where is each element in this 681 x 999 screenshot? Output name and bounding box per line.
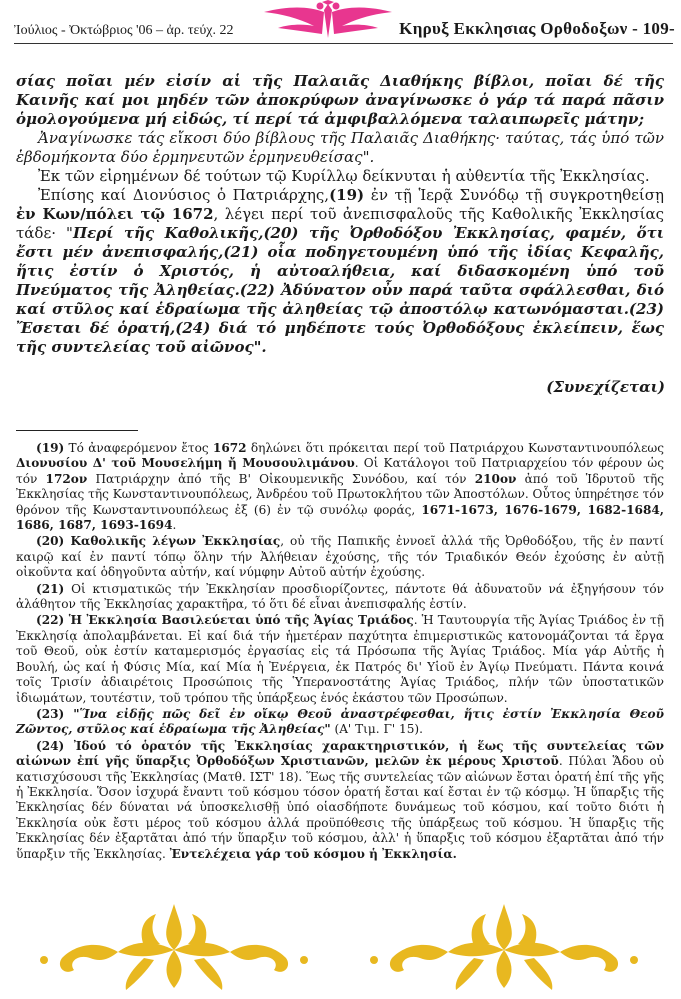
footnote-23 <box>16 707 664 738</box>
fn19-k: 1671-1673, 1676-1679, 1682-1684, 1686, 1687, 1693-1694 <box>16 502 664 533</box>
footnote-24 <box>16 739 664 862</box>
fn19-i: 210ον <box>474 471 517 486</box>
footnotes <box>16 441 664 863</box>
journal-title-page-number: Κηρυξ Εκκλησιας Ορθοδοξων - 109- <box>399 19 675 38</box>
header-divider <box>14 43 673 44</box>
fn21-a: (21) <box>36 581 65 596</box>
fn19-a: (19) <box>36 441 65 455</box>
fn23-c: (Α' Τιμ. Γ' 15). <box>330 722 423 737</box>
p4-s2: (19) <box>329 186 365 204</box>
fn24-a: (24) <box>36 738 74 753</box>
p4-s4: ἐν Κων/πόλει τῷ 1672 <box>16 205 214 223</box>
footnote-divider <box>16 430 138 431</box>
fn22-b: . Ἡ Ταυτουργία τῆς Ἁγίας Τριάδος ἐν τῇ Ἐκκλησίᾳ ἀπολαμβάνεται. Εἰ καί διά τήν ἡμετέραν παχύτητα ἐπιμεριστικῶς κατονομάζονται τά ἔργα τοῦ Θεοῦ, οὐκ ἐστίν καταμερισμός ἐργασίας εἰς τά Πρόσωπα τῆς Ἁγίας Τριάδος. Μία γάρ Αὐτῆς ἡ Βουλή, ὡς καί ἡ Φύσις Μία, καί Μία ἡ Ἐνέργεια, ἐκ Πατρός δι' Υἱοῦ ἐν Ἁγίῳ Πνεύματι. Πάντα κοινά τοῖς Τρισίν ἀδιαιρέτοις Προσώποις τῆς Ὑπερανοστάτης Ἁγίας Τριάδος, πλήν τῶν ὑποστατικῶν ἰδιωμάτων, τουτέστιν, τοῦ τρόπου τῆς ὑπάρξεως ἑνός ἑκάστου τῶν Προσώπων. <box>16 613 664 705</box>
footnote-21 <box>16 582 664 613</box>
fn24-b: Ἰδού τό ὁρατόν τῆς Ἐκκλησίας χαρακτηριστικόν, ἡ ἕως τῆς συντελείας τῶν αἰώνων ἐπί γῆς ὕπαρξις Ὀρθοδόξων Χριστιανῶν, μελῶν ἐκ μέρους Χριστοῦ <box>16 738 664 769</box>
footnote-22 <box>16 613 664 705</box>
fn19-h: Πατριάρχην ἀπό τῆς Β' Οἰκουμενικῆς Συνόδου, καί τόν <box>87 471 475 486</box>
fn19-e: Διονυσίου Δ' τοῦ Μουσελήμη ἤ Μουσουλιμάνου <box>16 456 355 471</box>
p4-s5: , λέγει περί τοῦ ἀνεπισφαλοῦς τῆς Καθολικῆς Ἐκκλησίας τάδε· " <box>16 205 664 242</box>
floral-ornament-icon <box>34 900 314 992</box>
floral-ornament-icon <box>364 900 644 992</box>
fn21-b: Οἱ κτισματικῶς τήν Ἐκκλησίαν προσδιορίζοντες, πάντοτε θά ἀδυνατοῦν νά ἐξηγήσουν τόν ἀλάθητον τῆς Ἐκκλησίας χαρακτῆρα, τό ὅτι δέ εἶναι ἀνεπισφαλής ἐστίν. <box>16 581 664 612</box>
paragraph-4 <box>16 186 664 357</box>
continued-note: (Συνεχίζεται) <box>546 378 665 396</box>
p4-s1: Ἐπίσης καί Διονύσιος ὁ Πατριάρχης, <box>38 186 330 204</box>
p4-s6: Περί τῆς Καθολικῆς,(20) τῆς Ὀρθοδόξου Ἐκκλησίας, φαμέν, ὅτι ἔστι μέν ἀνεπισφαλής,(21) οἷα ποδηγετουμένη ὑπό τῆς ἰδίας Κεφαλῆς, ἥτις ἐστίν ὁ Χριστός, ἡ αὐτοαλήθεια, καί διδασκομένη ὑπό τοῦ Πνεύματος τῆς Ἀληθείας.(22) Ἀδύνατον οὖν παρά ταῦτα σφάλλεσθαι, διό καί στῦλος καί ἑδραίωμα τῆς ἀληθείας τῷ ἀποστόλῳ κατωνόμασται.(23) Ἔσεται δέ ὁρατή,(24) διά τό μηδέποτε τούς Ὀρθοδόξους ἐκλείπειν, ἕως τῆς συντελείας τοῦ αἰῶνος". <box>16 224 664 356</box>
footnote-20 <box>16 534 664 580</box>
issue-info: Ἰούλιος - Ὀκτώβριος '06 – ἀρ. τεύχ. 22 <box>14 23 234 38</box>
page-ornaments <box>0 900 681 999</box>
fn22-a: (22) Ἡ Ἐκκλησία Βασιλεύεται ὑπό τῆς Ἁγίας Τριάδος <box>36 613 414 628</box>
paragraph-2: Ἀναγίνωσκε τάς εἴκοσι δύο βίβλους τῆς Παλαιᾶς Διαθήκης· ταύτας, τάς ὑπό τῶν ἑβδομήκοντα δύο ἑρμηνευτῶν ἑρμηνευθείσας". <box>16 129 664 166</box>
fn20-b: , οὐ τῆς Παπικῆς ἐννοεῖ ἀλλά τῆς Ὀρθοδόξου, τῆς ἐν παντί καιρῷ καί ἐν παντί τόπῳ ὅλην τήν Ἀλήθειαν ἐχούσης, τῆς τόν Τριαδικόν Θεόν ἐχούσης ἐν αὐτῇ οἰκοῦντα καί ὁδηγοῦντα αὐτήν, καί νύμφην Αὐτοῦ αὐτήν ἐχούσης. <box>16 534 664 580</box>
fn19-j: ἀπό τοῦ Ἱδρυτοῦ τῆς Ἐκκλησίας τῆς Κωνσταντινουπόλεως, Ἀνδρέου τοῦ Πρωτοκλήτου τῶν Ἀποστόλων. Οὗτος ὑπηρέτησε τόν θρόνον τῆς Κωνσταντινουπόλεως ἐξ (6) ἐν τῷ συνόλῳ φοράς, <box>16 471 664 517</box>
fn19-b: Τό ἀναφερόμενον ἔτος <box>64 441 213 455</box>
page-header <box>0 0 681 46</box>
p4-s3: ἐν τῇ Ἱερᾷ Συνόδῳ τῇ συγκροτηθείσῃ <box>364 186 664 204</box>
paragraph-1: σίας ποῖαι μέν εἰσίν αἱ τῆς Παλαιᾶς Διαθήκης βίβλοι, ποῖαι δέ τῆς Καινῆς καί μοι μηδέν τῶν ἀποκρύφων ἀναγίνωσκε ὁ γάρ τά παρά πᾶσιν ὁμολογούμενα μή εἰδώς, τί περί τά ἀμφιβαλλόμενα ταλαιπωρεῖς μάτην; <box>16 72 664 128</box>
fn19-g: 172ον <box>45 471 88 486</box>
fn19-l: . <box>172 518 177 533</box>
fn23-b: "Ἵνα εἰδῇς πῶς δεῖ ἐν οἴκῳ Θεοῦ ἀναστρέφεσθαι, ἥτις ἐστίν Ἐκκλησία Θεοῦ Ζῶντος, στῦλος καί ἑδραίωμα τῆς Ἀληθείας" <box>16 706 664 737</box>
double-headed-eagle-icon <box>258 0 398 40</box>
fn24-c: . Πύλαι Ἅδου οὐ κατισχύσουσι τῆς Ἐκκλησίας (Ματθ. ΙΣΤ' 18). Ἕως τῆς συντελείας τῶν αἰώνων ἔσται ὁρατή ἐπί τῆς γῆς ἡ Ἐκκλησία. Ὅσον ἰσχυρά ἔναντι τοῦ κόσμου τόσον ὁρατή ἔσται καί ἔσται ἐν τῷ κόσμῳ. Ἡ ὕπαρξις τῆς Ἐκκλησίας δέν δύναται νά ὑποσκελισθῇ ὑπό οἱασδήποτε δυνάμεως τοῦ κόσμου, καί τοῦτο διότι ἡ Ἐκκλησία οὐκ ἔστι μέρος τοῦ κόσμου ἀλλά προϋπόθεσις τῆς ὑπάρξεως τοῦ κόσμου. Ἡ ὕπαρξις τῆς Ἐκκλησίας δέν ἐξαρτᾶται ἀπό τήν ὕπαρξιν τοῦ κόσμου, ἀλλ' ἡ ὕπαρξις τοῦ κόσμου ἐξαρτᾶται ἀπό τήν ὕπαρξιν τῆς Ἐκκλησίας. <box>16 754 664 861</box>
footnote-19 <box>16 441 664 533</box>
main-text <box>16 72 664 357</box>
fn23-a: (23) <box>36 706 74 721</box>
fn24-d: Ἐντελέχεια γάρ τοῦ κόσμου ἡ Ἐκκλησία. <box>169 846 457 861</box>
fn19-d: δηλώνει ὅτι πρόκειται περί τοῦ Πατριάρχου Κωνσταντινουπόλεως <box>246 441 664 455</box>
fn19-c: 1672 <box>212 441 247 455</box>
paragraph-3: Ἐκ τῶν εἰρημένων δέ τούτων τῷ Κυρίλλῳ δείκνυται ἡ αὐθεντία τῆς Ἐκκλησίας. <box>38 167 650 185</box>
fn19-f: . Οἱ Κατάλογοι τοῦ Πατριαρχείου τόν φέρουν ὡς τόν <box>16 456 664 486</box>
fn20-a: (20) Καθολικῆς λέγων Ἐκκλησίας <box>36 534 281 549</box>
